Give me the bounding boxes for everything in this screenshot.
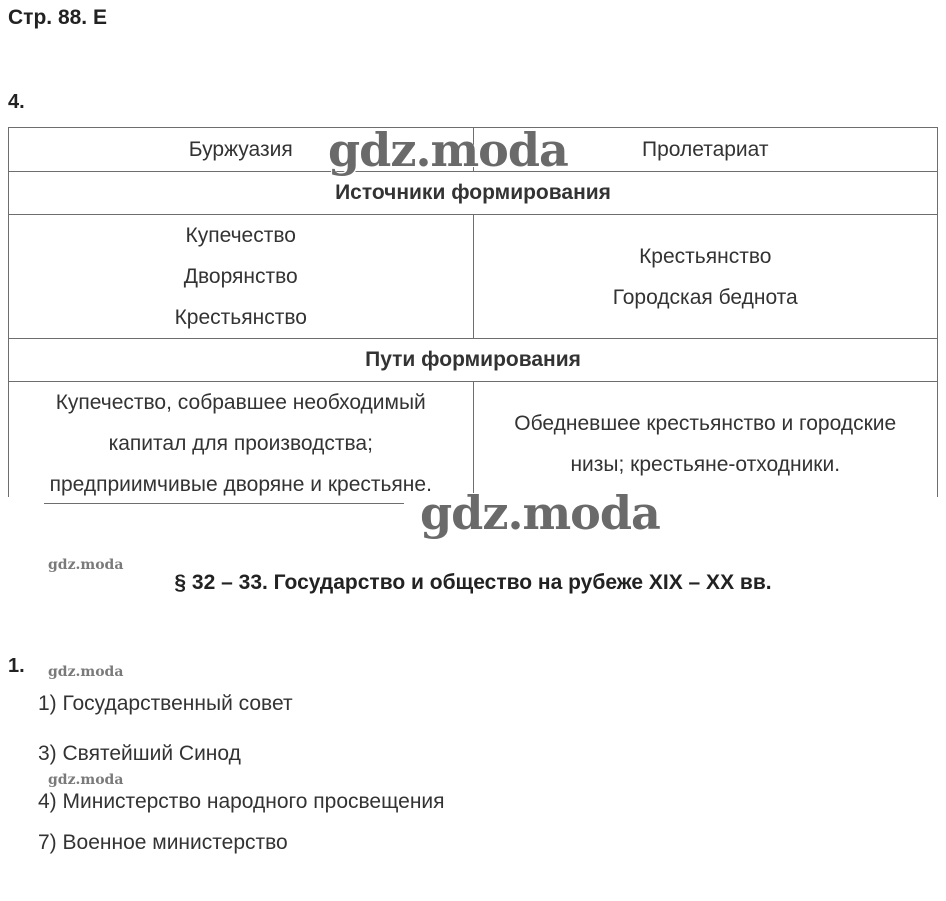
list-item: 4) Министерство народного просвещения: [38, 790, 445, 813]
sources-row: [9, 215, 938, 339]
section-title-sources: Источники формирования: [9, 172, 938, 215]
watermark-logo: gdz.moda: [328, 123, 568, 177]
cell-line: предприимчивые дворяне и крестьяне.: [49, 473, 432, 496]
table-bottom-line: [44, 503, 404, 504]
task-4-number: 4.: [8, 91, 25, 113]
list-item: 1) Государственный совет: [38, 692, 293, 715]
formation-table: [8, 127, 938, 506]
watermark-small: gdz.moda: [48, 664, 124, 680]
sources-proletariat: [473, 215, 938, 339]
list-item: 7) Военное министерство: [38, 831, 288, 854]
list-item: 3) Святейший Синод: [38, 742, 241, 765]
watermark-small: gdz.moda: [48, 772, 124, 788]
section-title-ways: Пути формирования: [9, 339, 938, 382]
section-title: § 32 – 33. Государство и общество на рубеже XIX – XX вв.: [174, 571, 772, 594]
cell-line: Городская беднота: [612, 285, 798, 309]
cell-line: Купечество, собравшее необходимый: [55, 391, 426, 414]
cell-line: Крестьянство: [639, 244, 772, 268]
section-row-sources: [9, 172, 938, 215]
watermark-small: gdz.moda: [48, 557, 124, 573]
header-proletariat: Пролетариат: [473, 128, 938, 172]
header-bourgeoisie: Буржуазия: [9, 128, 474, 172]
cell-line: низы; крестьяне-отходники.: [570, 452, 841, 476]
cell-line: Дворянство: [183, 265, 298, 288]
cell-line: Обедневшее крестьянство и городские: [514, 411, 897, 435]
page-header: Стр. 88. Е: [8, 6, 107, 29]
cell-line: Крестьянство: [174, 306, 307, 329]
section-row-ways: [9, 339, 938, 382]
watermark-logo: gdz.moda: [420, 486, 660, 540]
cell-line: капитал для производства;: [108, 432, 373, 455]
sources-bourgeoisie: [9, 215, 474, 339]
ways-bourgeoisie: [9, 382, 474, 506]
task-1-number: 1.: [8, 655, 25, 677]
cell-line: Купечество: [185, 224, 296, 247]
